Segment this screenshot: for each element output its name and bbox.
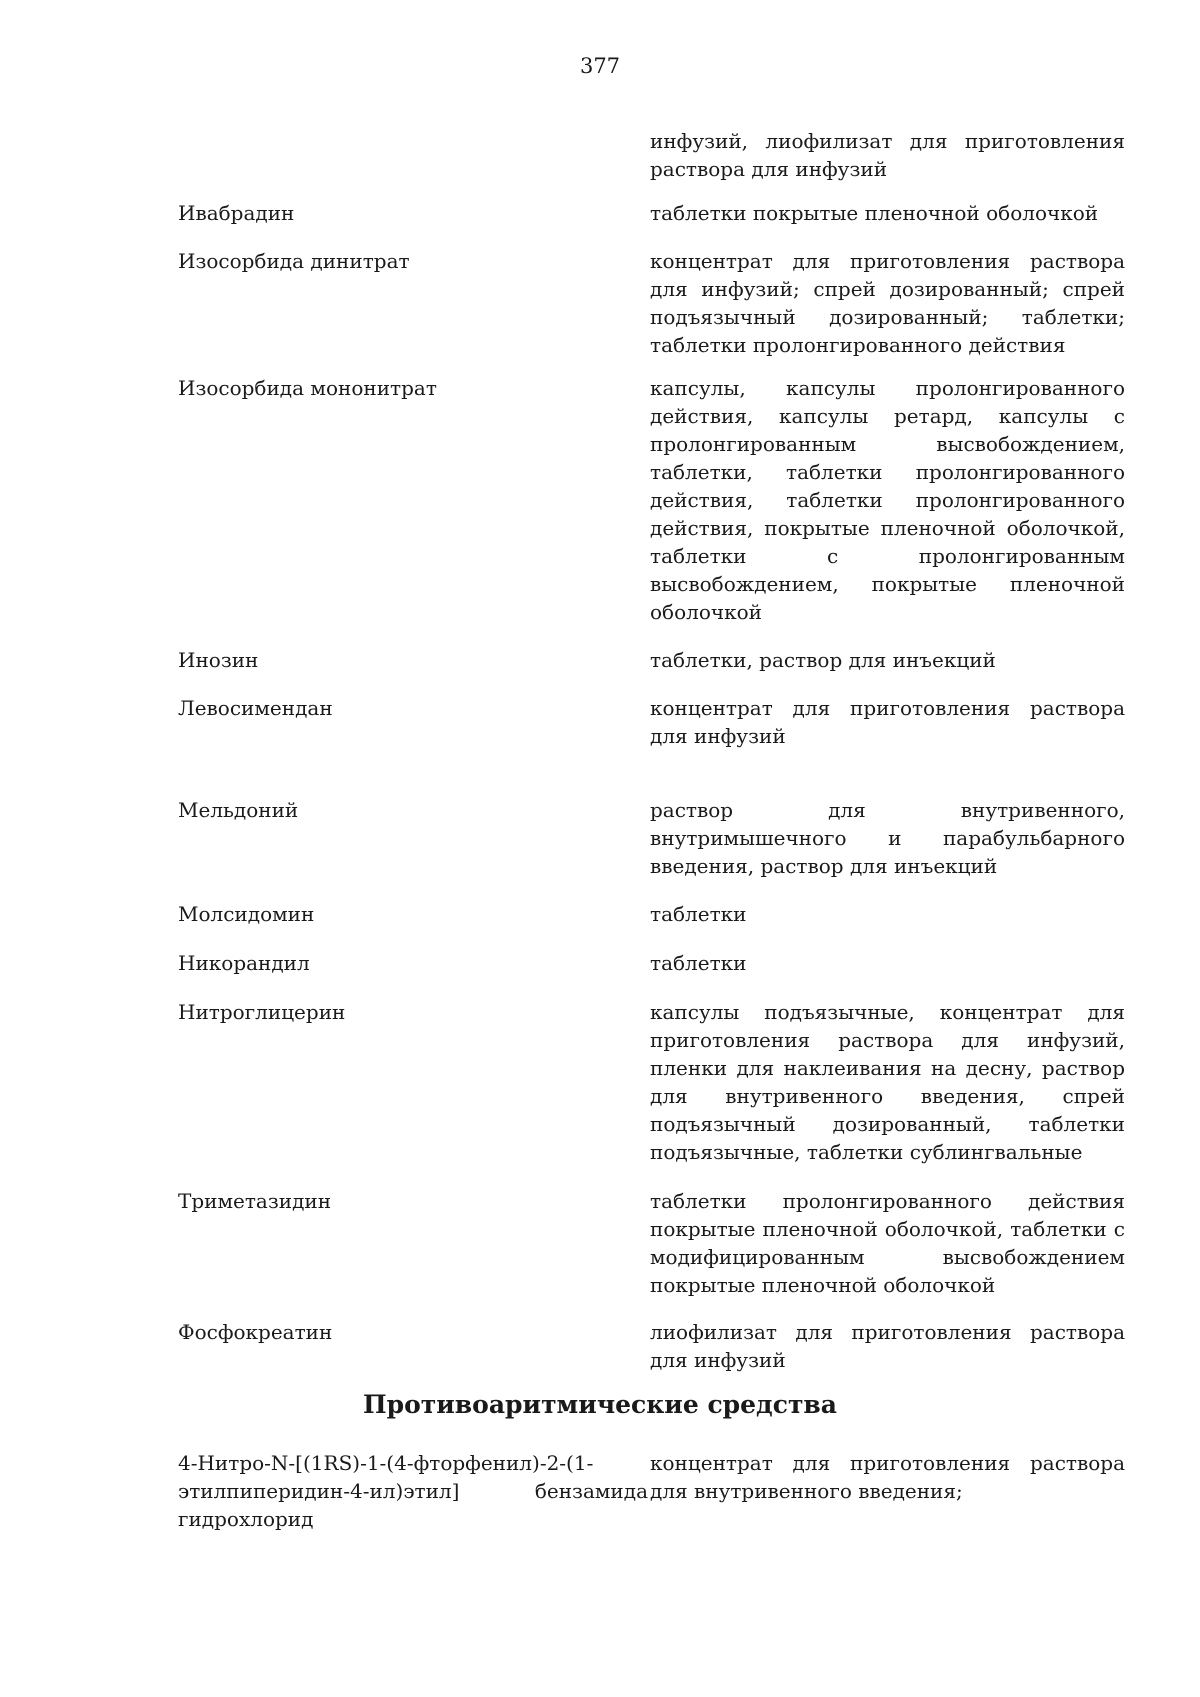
drug-name: Нитроглицерин <box>178 1000 346 1024</box>
drug-name: Триметазидин <box>178 1189 332 1213</box>
dosage-forms: таблетки, раствор для инъекций <box>650 648 996 672</box>
drug-name: Ивабрадин <box>178 201 295 225</box>
dosage-forms: концентрат для приготовления раствора для внутривенного введения; <box>650 1451 1125 1503</box>
dosage-forms: капсулы, капсулы пролонгированного действия, капсулы ретард, капсулы с пролонгированным высвобождением, таблетки, таблетки пролонгированного действия, таблетки пролонгированного действия, покрытые пленочной оболочкой, таблетки с пролонгированным высвобождением, покрытые пленочной оболочкой <box>650 376 1125 624</box>
drug-name: 4-Нитро-N-[(1RS)-1-(4-фторфенил)-2-(1-этилпиперидин-4-ил)этил] бензамида гидрохлорид <box>178 1451 648 1531</box>
dosage-forms: таблетки покрытые пленочной оболочкой <box>650 201 1099 225</box>
dosage-forms: капсулы подъязычные, концентрат для приготовления раствора для инфузий, пленки для наклеивания на десну, раствор для внутривенного введения, спрей подъязычный дозированный, таблетки подъязычные, таблетки сублингвальные <box>650 1000 1125 1164</box>
drug-name: Изосорбида мононитрат <box>178 376 437 400</box>
section-heading: Противоаритмические средства <box>363 1390 837 1419</box>
drug-name: Мельдоний <box>178 798 299 822</box>
drug-name: Никорандил <box>178 951 310 975</box>
dosage-forms: концентрат для приготовления раствора для инфузий <box>650 696 1125 748</box>
drug-name: Молсидомин <box>178 902 315 926</box>
drug-name: Инозин <box>178 648 259 672</box>
drug-name: Фосфокреатин <box>178 1320 333 1344</box>
drug-name: Левосимендан <box>178 696 333 720</box>
drug-name: Изосорбида динитрат <box>178 249 410 273</box>
dosage-forms: инфузий, лиофилизат для приготовления раствора для инфузий <box>650 129 1125 181</box>
dosage-forms: таблетки пролонгированного действия покрытые пленочной оболочкой, таблетки с модифицированным высвобождением покрытые пленочной оболочкой <box>650 1189 1125 1297</box>
dosage-forms: таблетки <box>650 902 747 926</box>
dosage-forms: таблетки <box>650 951 747 975</box>
dosage-forms: лиофилизат для приготовления раствора для инфузий <box>650 1320 1125 1372</box>
dosage-forms: раствор для внутривенного, внутримышечного и парабульбарного введения, раствор для инъекций <box>650 798 1125 878</box>
page-number: 377 <box>579 54 621 78</box>
dosage-forms: концентрат для приготовления раствора для инфузий; спрей дозированный; спрей подъязычный дозированный; таблетки; таблетки пролонгированного действия <box>650 249 1125 357</box>
